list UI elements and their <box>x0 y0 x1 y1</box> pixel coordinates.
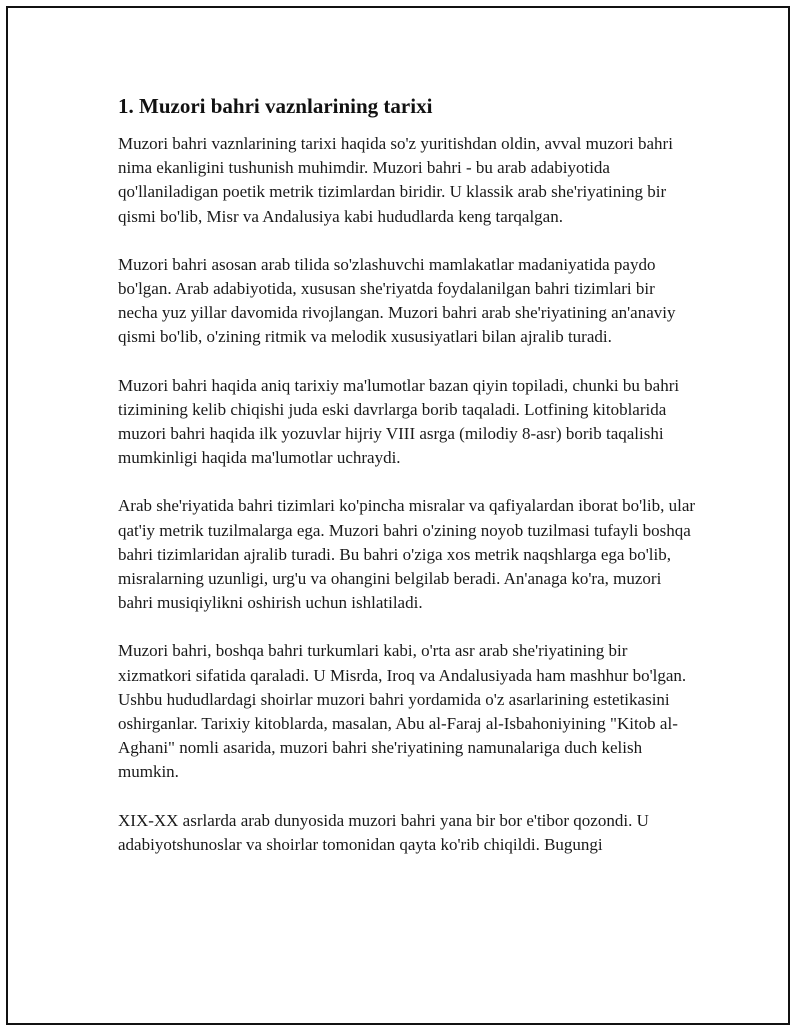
paragraph-3: Muzori bahri haqida aniq tarixiy ma'lumotlar bazan qiyin topiladi, chunki bu bahri tizimining kelib chiqishi juda eski davrlarga borib taqaladi. Lotfining kitoblarida muzori bahri haqida ilk yozuvlar hijriy VIII asrga (milodiy 8-asr) borib taqalishi mumkinligi haqida ma'lumotlar uchraydi. <box>118 375 680 468</box>
paragraph-6: XIX-XX asrlarda arab dunyosida muzori bahri yana bir bor e'tibor qozondi. U adabiyotshunoslar va shoirlar tomonidan qayta ko'rib chiqildi. Bugungi <box>118 810 649 854</box>
paragraph-5: Muzori bahri, boshqa bahri turkumlari kabi, o'rta asr arab she'riyatining bir xizmatkori sifatida qaraladi. U Misrda, Iroq va Andalusiyada ham mashhur bo'lgan. Ushbu hududlardagi shoirlar muzori bahri yordamida o'z asarlarining estetikasini oshirganlar. Tarixiy kitoblarda, masalan, Abu al-Faraj al-Isbahoniyining "Kitob al-Aghani" nomli asarida, muzori bahri she'riyatining namunalariga duch kelish mumkin. <box>118 641 687 782</box>
paragraph-4: Arab she'riyatida bahri tizimlari ko'pincha misralar va qafiyalardan iborat bo'lib, ular qat'iy metrik tuzilmalarga ega. Muzori bahri o'zining noyob tuzilmasi tufayli boshqa bahri tizimlaridan ajralib turadi. Bu bahri o'ziga xos metrik naqshlarga ega bo'lib, misralarning uzunligi, urg'u va ohangini belgilab beradi. An'anaga ko'ra, muzori bahri musiqiylikni oshirish uchun ishlatiladi. <box>118 496 696 613</box>
paragraph-2: Muzori bahri asosan arab tilida so'zlashuvchi mamlakatlar madaniyatida paydo bo'lgan. Arab adabiyotida, xususan she'riyatda foydalanilgan bahri tizimlari bir necha yuz yillar davomida rivojlangan. Muzori bahri arab she'riyatining an'anaviy qismi bo'lib, o'zining ritmik va melodik xususiyatlari bilan ajralib turadi. <box>118 254 676 347</box>
section-heading: 1. Muzori bahri vaznlarining tarixi <box>118 94 433 118</box>
paragraph-1: Muzori bahri vaznlarining tarixi haqida so'z yuritishdan oldin, avval muzori bahri nima ekanligini tushunish muhimdir. Muzori bahri - bu arab adabiyotida qo'llaniladigan poetik metrik tizimlardan biridir. U klassik arab she'riyatining bir qismi bo'lib, Misr va Andalusiya kabi hududlarda keng tarqalgan. <box>118 134 673 226</box>
document-body <box>118 92 698 881</box>
